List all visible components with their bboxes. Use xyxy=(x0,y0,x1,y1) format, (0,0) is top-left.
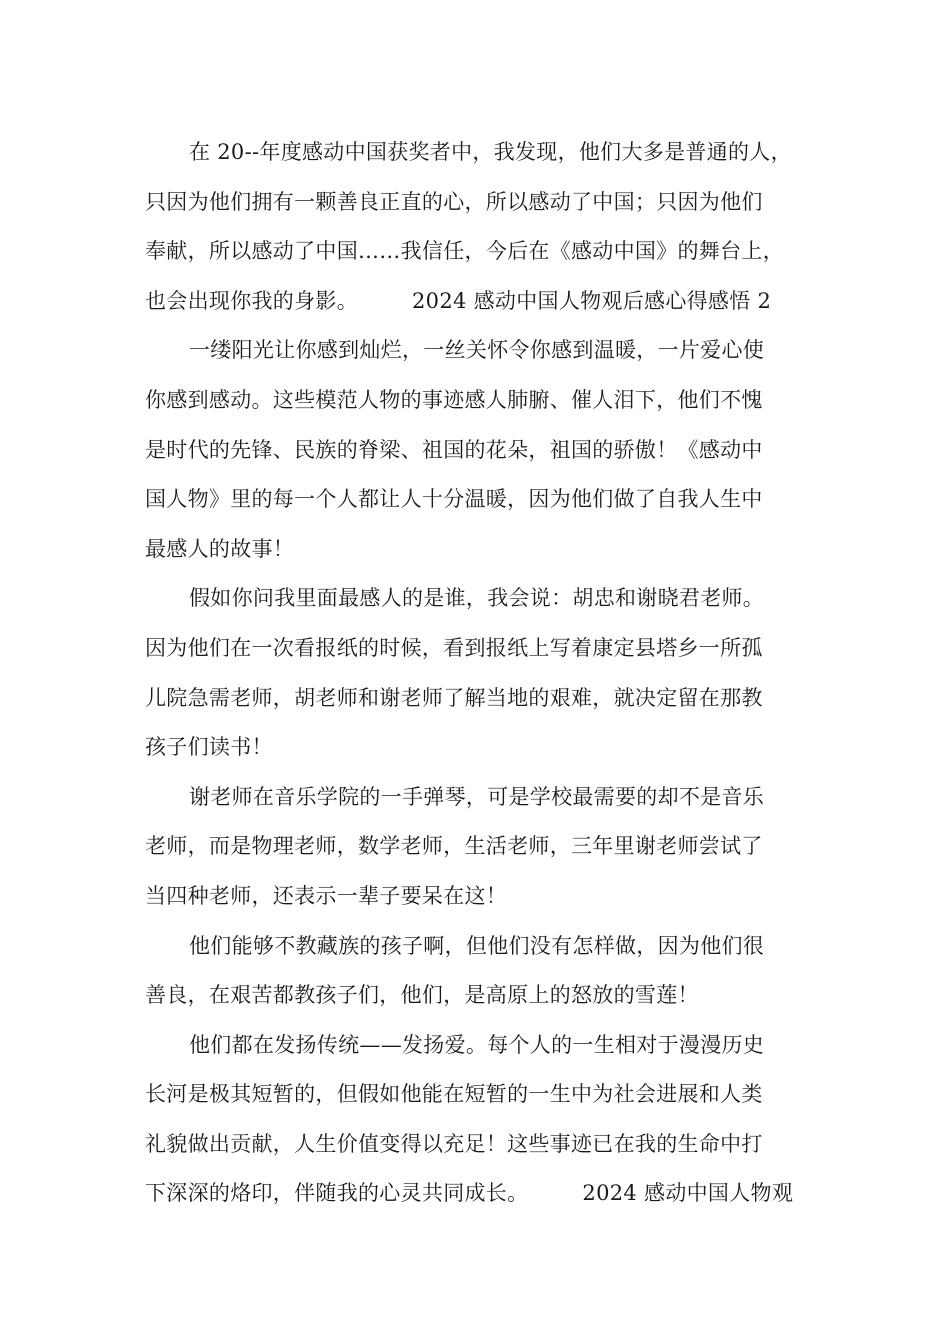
paragraph-ending: 也会出现你我的身影。 xyxy=(145,288,358,313)
text-line xyxy=(145,1169,835,1219)
text-line: 长河是极其短暂的，但假如他能在短暂的一生中为社会进展和人类 xyxy=(145,1082,763,1107)
text-line: 假如你问我里面最感人的是谁，我会说：胡忠和谢晓君老师。 xyxy=(189,586,765,611)
text-line: 孩子们读书！ xyxy=(145,735,273,760)
text-line: 他们能够不教藏族的孩子啊，但他们没有怎样做，因为他们很 xyxy=(189,933,765,958)
text-line: 礼貌做出贡献，人生价值变得以充足！这些事迹已在我的生命中打 xyxy=(145,1131,763,1156)
text-line: 是时代的先锋、民族的脊梁、祖国的花朵，祖国的骄傲！《感动中 xyxy=(145,437,763,462)
text-line: 当四种老师，还表示一辈子要呆在这！ xyxy=(145,883,508,908)
text-line: 善良，在艰苦都教孩子们，他们，是高原上的怒放的雪莲！ xyxy=(145,983,699,1008)
text-line: 在 20--年度感动中国获奖者中，我发现，他们大多是普通的人， xyxy=(189,140,792,164)
text-line: 儿院急需老师，胡老师和谢老师了解当地的艰难，就决定留在那教 xyxy=(145,685,763,710)
text-line: 他们都在发扬传统——发扬爱。每个人的一生相对于漫漫历史 xyxy=(189,1032,765,1057)
section-heading: 2024 感动中国人物观 xyxy=(582,1181,794,1206)
text-line xyxy=(145,277,835,327)
section-heading: 2024 感动中国人物观后感心得感悟 2 xyxy=(412,288,772,313)
text-line: 老师，而是物理老师，数学老师，生活老师，三年里谢老师尝试了 xyxy=(145,834,763,859)
text-line: 谢老师在音乐学院的一手弹琴，可是学校最需要的却不是音乐 xyxy=(189,784,765,809)
text-line: 因为他们在一次看报纸的时候，看到报纸上写着康定县塔乡一所孤 xyxy=(145,635,763,660)
body-text xyxy=(145,128,835,1219)
text-line: 奉献，所以感动了中国……我信任，今后在《感动中国》的舞台上， xyxy=(145,239,784,264)
text-line: 只因为他们拥有一颗善良正直的心，所以感动了中国；只因为他们 xyxy=(145,189,763,214)
text-line: 你感到感动。这些模范人物的事迹感人肺腑、催人泪下，他们不愧 xyxy=(145,387,763,412)
text-line: 最感人的故事！ xyxy=(145,536,295,561)
text-line: 国人物》里的每一个人都让人十分温暖，因为他们做了自我人生中 xyxy=(145,487,763,512)
paragraph-ending: 下深深的烙印，伴随我的心灵共同成长。 xyxy=(145,1181,529,1206)
text-line: 一缕阳光让你感到灿烂，一丝关怀令你感到温暖，一片爱心使 xyxy=(189,338,765,363)
